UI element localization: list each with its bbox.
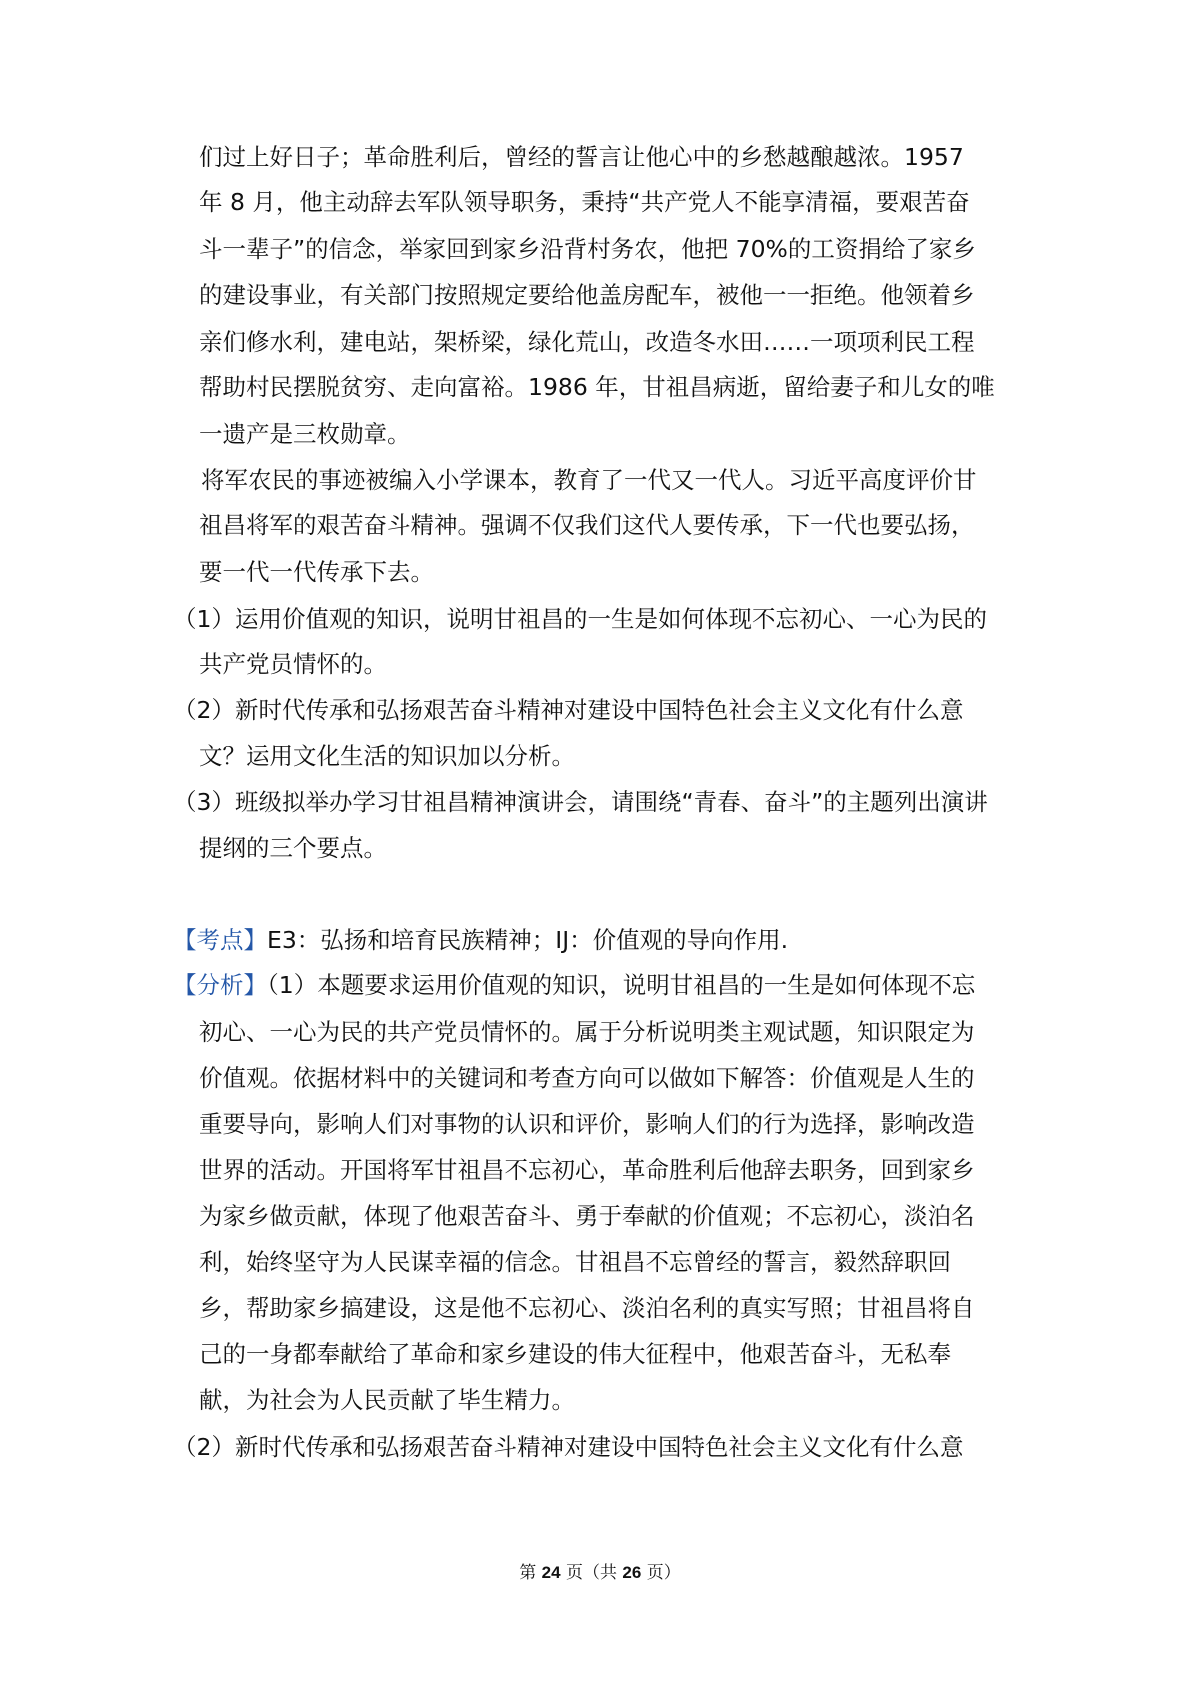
- material-line: 亲们修水利，建电站，架桥梁，绿化荒山，改造冬水田……一项项利民工程: [199, 328, 975, 356]
- fenxi-q2: （2）新时代传承和弘扬艰苦奋斗精神对建设中国特色社会主义文化有什么意: [173, 1433, 964, 1461]
- kaodian-tag: 【考点】: [173, 926, 267, 954]
- fenxi-line: 为家乡做贡献，体现了他艰苦奋斗、勇于奉献的价值观；不忘初心，淡泊名: [199, 1202, 975, 1230]
- question-2-cont: 文？运用文化生活的知识加以分析。: [199, 742, 575, 770]
- fenxi-line: 己的一身都奉献给了革命和家乡建设的伟大征程中，他艰苦奋斗，无私奉: [199, 1340, 951, 1368]
- material-line: 年 8 月，他主动辞去军队领导职务，秉持“共产党人不能享清福，要艰苦奋: [199, 188, 970, 216]
- question-3-cont: 提纲的三个要点。: [199, 834, 387, 862]
- footer-suffix: 页）: [641, 1563, 681, 1583]
- fenxi-line: 世界的活动。开国将军甘祖昌不忘初心，革命胜利后他辞去职务，回到家乡: [199, 1156, 975, 1184]
- question-3: （3）班级拟举办学习甘祖昌精神演讲会，请围绕“青春、奋斗”的主题列出演讲: [173, 788, 988, 816]
- question-1: （1）运用价值观的知识，说明甘祖昌的一生是如何体现不忘初心、一心为民的: [173, 605, 987, 633]
- fenxi-line: 重要导向，影响人们对事物的认识和评价，影响人们的行为选择，影响改造: [199, 1110, 975, 1138]
- fenxi-line: 乡，帮助家乡搞建设，这是他不忘初心、淡泊名利的真实写照；甘祖昌将自: [199, 1294, 975, 1322]
- kaodian-line: [173, 924, 788, 956]
- fenxi-line: 献，为社会为人民贡献了毕生精力。: [199, 1386, 575, 1414]
- footer-prefix: 第: [519, 1563, 542, 1583]
- fenxi-tag: 【分析】: [173, 971, 267, 999]
- fenxi-first: （1）本题要求运用价值观的知识，说明甘祖昌的一生是如何体现不忘: [267, 971, 976, 999]
- material-line: 的建设事业，有关部门按照规定要给他盖房配车，被他一一拒绝。他领着乡: [199, 281, 975, 309]
- material-line: 要一代一代传承下去。: [199, 558, 434, 586]
- material-line: 帮助村民摆脱贫穷、走向富裕。1986 年，甘祖昌病逝，留给妻子和儿女的唯: [199, 373, 995, 401]
- fenxi-line: 价值观。依据材料中的关键词和考查方向可以做如下解答：价值观是人生的: [199, 1064, 975, 1092]
- question-2: （2）新时代传承和弘扬艰苦奋斗精神对建设中国特色社会主义文化有什么意: [173, 696, 964, 724]
- material-line: 一遗产是三枚勋章。: [199, 420, 411, 448]
- material-line: 们过上好日子；革命胜利后，曾经的誓言让他心中的乡愁越酿越浓。1957: [199, 143, 964, 171]
- material-line: 祖昌将军的艰苦奋斗精神。强调不仅我们这代人要传承，下一代也要弘扬，: [199, 511, 975, 539]
- total-pages: 26: [622, 1563, 642, 1582]
- question-1-cont: 共产党员情怀的。: [199, 650, 387, 678]
- fenxi-line: 利，始终坚守为人民谋幸福的信念。甘祖昌不忘曾经的誓言，毅然辞职回: [199, 1248, 951, 1276]
- material-line: 将军农民的事迹被编入小学课本，教育了一代又一代人。习近平高度评价甘: [201, 466, 977, 494]
- fenxi-line: 初心、一心为民的共产党员情怀的。属于分析说明类主观试题，知识限定为: [199, 1018, 975, 1046]
- fenxi-line: [173, 969, 975, 1001]
- kaodian-text: E3：弘扬和培育民族精神；IJ：价值观的导向作用.: [267, 926, 789, 954]
- page-footer: [0, 1558, 1200, 1583]
- page-number: 24: [541, 1563, 561, 1582]
- footer-middle: 页（共: [560, 1563, 623, 1583]
- material-line: 斗一辈子”的信念，举家回到家乡沿背村务农，他把 70%的工资捐给了家乡: [199, 235, 976, 263]
